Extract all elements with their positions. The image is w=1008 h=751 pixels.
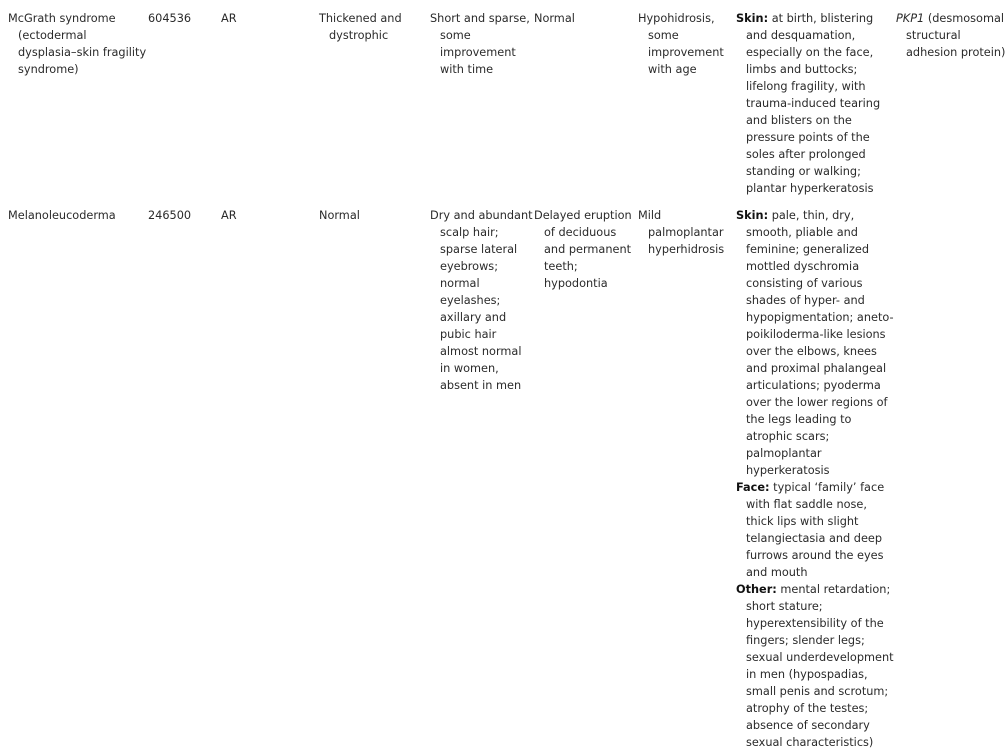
- gene: [896, 10, 1008, 61]
- other-features-skin: [736, 10, 896, 197]
- inheritance: AR: [221, 12, 237, 25]
- nails: Thickened and dystrophic: [319, 12, 402, 42]
- feature-text: at birth, blistering and desquamation, especially on the face, limbs and buttocks; lifelong fragility, with trauma-induced tearing and blisters on the pressure points of the soles after prolonged standing or walking; plantar hyperkeratosis: [746, 12, 881, 195]
- feature-text: pale, thin, dry, smooth, pliable and feminine; generalized mottled dyschromia consisting of various shades of hyper- and hypopigmentation; aneto-poikiloderma-like lesions over the elbows, knees and proximal phalangeal articulations; pyoderma over the lower regions of the legs leading to atrophic scars; palmoplantar hyperkeratosis: [746, 209, 894, 477]
- other-features-skin: [736, 207, 896, 479]
- sweating: Mild palmoplantar hyperhidrosis: [638, 209, 725, 256]
- other-features-face: [736, 479, 896, 581]
- syndrome-name: Melanoleucoderma: [8, 209, 116, 222]
- feature-label: Skin:: [736, 209, 769, 222]
- feature-text: typical ‘family’ face with flat saddle nose, thick lips with slight telangiectasia and deep furrows around the eyes and mouth: [746, 481, 885, 579]
- sweating: Hypohidrosis, some improvement with age: [638, 12, 724, 76]
- omim-number: 246500: [148, 209, 192, 222]
- teeth: Delayed eruption of deciduous and permanent teeth; hypodontia: [534, 209, 632, 290]
- other-features-other: [736, 581, 896, 751]
- gene-symbol: PKP1: [896, 12, 925, 25]
- table-row: [0, 207, 1008, 751]
- syndrome-table: [0, 10, 1008, 751]
- gene-description: (desmosomal structural adhesion protein): [906, 12, 1006, 59]
- feature-label: Skin:: [736, 12, 769, 25]
- feature-text: mental retardation; short stature; hyperextensibility of the fingers; slender legs; sexual underdevelopment in men (hypospadias, small penis and scrotum; atrophy of the testes; absence of secondary sexual characteristics): [746, 583, 894, 749]
- feature-label: Face:: [736, 481, 770, 494]
- hair: Dry and abundant scalp hair; sparse lateral eyebrows; normal eyelashes; axillary and pubic hair almost normal in women, absent in men: [430, 209, 533, 392]
- teeth: Normal: [534, 12, 575, 25]
- nails: Normal: [319, 209, 360, 222]
- table-row: [0, 10, 1008, 207]
- omim-number: 604536: [148, 12, 192, 25]
- inheritance: AR: [221, 209, 237, 222]
- feature-label: Other:: [736, 583, 777, 596]
- syndrome-name: McGrath syndrome (ectodermal dysplasia–skin fragility syndrome): [8, 12, 147, 76]
- hair: Short and sparse, some improvement with time: [430, 12, 530, 76]
